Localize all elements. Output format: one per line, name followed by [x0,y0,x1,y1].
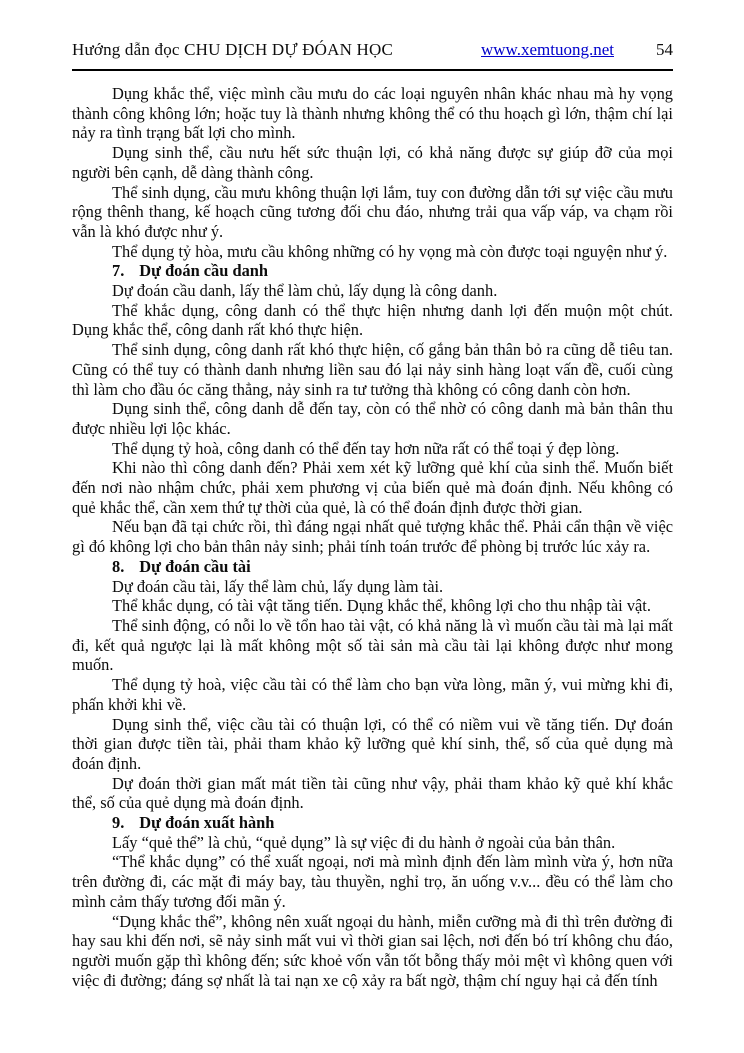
header-rule [72,69,673,71]
page-header [72,40,673,60]
header-link[interactable]: www.xemtuong.net [481,40,614,59]
paragraph: Dụng sinh thể, công danh dễ đến tay, còn có thể nhờ có công danh mà bản thân thu được nhiều lợi lộc khác. [72,399,673,438]
paragraph: Khi nào thì công danh đến? Phải xem xét kỹ lưỡng quẻ khí của sinh thể. Muốn biết đến nơi nào nhậm chức, phải xem phương vị của biến quẻ mà đoán định. Nếu không có quẻ khắc thể, cần xem thứ tự thời của quẻ, là có thể đoán định được thời gian. [72,458,673,517]
section-heading-8 [72,557,673,577]
paragraph: Thể sinh dụng, cầu mưu không thuận lợi lắm, tuy con đường dẫn tới sự việc cầu mưu rộng thênh thang, kế hoạch cũng tương đối chu đáo, nhưng trải qua vấp váp, va chạm rồi vẫn là khó được như ý. [72,182,673,241]
paragraph: Thể dụng tỷ hòa, mưu cầu không những có hy vọng mà còn được toại nguyện như ý. [112,241,668,261]
header-title: Hướng dẫn đọc CHU DỊCH DỰ ĐÓAN HỌC [72,40,394,59]
paragraph: Dụng sinh thể, việc cầu tài có thuận lợi, có thể có niềm vui về tăng tiến. Dự đoán thời gian được tiền tài, phải tham khảo kỹ lưỡng quẻ khí sinh, thể, số của quẻ dụng mà đoán định. [72,714,673,773]
section-title: Dự đoán cầu tài [139,556,251,576]
section-heading-9 [72,813,673,833]
paragraph: Dụng sinh thể, cầu nưu hết sức thuận lợi, có khả năng được sự giúp đỡ của mọi người bên cạnh, dễ dàng thành công. [72,143,673,182]
paragraph: Thể khắc dụng, công danh có thể thực hiện nhưng danh lợi đến muộn một chút. Dụng khắc thể, công danh rất khó thực hiện. [72,300,673,340]
paragraph: Dụng khắc thể, việc mình cầu mưu do các loại nguyên nhân khác nhau mà hy vọng thành công không lớn; hoặc tuy là thành nhưng không thể có thu hoạch gì lớn, thậm chí lại nảy ra tình trạng bất lợi cho mình. [72,84,673,143]
paragraph: Thể sinh động, có nỗi lo về tổn hao tài vật, có khả năng là vì muốn cầu tài mà lại mất đi, kết quả ngược lại là mất không một số tài sản mà cầu tài lại không được như mong muốn. [72,615,673,675]
section-number: 8. [112,556,125,576]
paragraph: Dự đoán thời gian mất mát tiền tài cũng như vậy, phải tham khảo kỹ quẻ khí khắc thể, số của quẻ dụng mà đoán định. [72,773,673,813]
paragraph: Thể khắc dụng, có tài vật tăng tiến. Dụng khắc thể, không lợi cho thu nhập tài vật. [112,596,651,616]
paragraph: Thể dụng tỷ hoà, việc cầu tài có thể làm cho bạn vừa lòng, mãn ý, vui mừng khi đi, phấn khởi khi về. [72,675,673,714]
document-body [72,84,673,990]
paragraph: Dự đoán cầu danh, lấy thể làm chủ, lấy dụng là công danh. [112,281,498,301]
header-right [481,40,673,60]
section-title: Dự đoán xuất hành [139,813,275,833]
section-number: 9. [112,813,125,833]
section-heading-7 [72,261,673,281]
section-number: 7. [112,261,125,281]
page-number: 54 [656,40,673,59]
paragraph: Lấy “quẻ thể” là chủ, “quẻ dụng” là sự việc đi du hành ở ngoài của bản thân. [112,832,616,852]
paragraph: “Thể khắc dụng” có thể xuất ngoại, nơi mà mình định đến làm mình vừa ý, hơn nữa trên đường đi, các mặt đi máy bay, tàu thuyền, nghỉ trọ, ăn uống v.v... đều có thể làm cho mình cảm thấy tương đối mãn ý. [72,852,673,911]
section-title: Dự đoán cầu danh [139,261,269,281]
paragraph: Thể sinh dụng, công danh rất khó thực hiện, cố gắng bản thân bỏ ra cũng dễ tiêu tan. Cũng có thể tuy có thành danh nhưng liền sau đó lại nảy sinh hàng loạt vấn đề, cuối cùng thì làm cho đầu óc căng thẳng, nảy sinh ra tư tưởng thà không có công danh còn hơn. [72,340,673,399]
paragraph: Nếu bạn đã tại chức rồi, thì đáng ngại nhất quẻ tượng khắc thể. Phải cẩn thận về việc gì đó không lợi cho bản thân nảy sinh; phải tính toán trước để phòng bị trước lúc xảy ra. [72,517,673,557]
paragraph: Dự đoán cầu tài, lấy thể làm chủ, lấy dụng làm tài. [112,576,444,596]
paragraph: Thể dụng tỷ hoà, công danh có thể đến tay hơn nữa rất có thể toại ý đẹp lòng. [112,438,620,458]
paragraph: “Dụng khắc thể”, không nên xuất ngoại du hành, miễn cưỡng mà đi thì trên đường đi hay sau khi đến nơi, sẽ nảy sinh mất vui vì thời gian sai lệch, nơi đến bó trí không chu đáo, người muốn gặp thì không đến; sức khoẻ vốn vẫn tốt bỗng thấy mỏi mệt vì không quen với việc đi đường; đáng sợ nhất là tai nạn xe cộ xảy ra bất ngờ, thậm chí nguy hại cả đến tính [72,911,673,990]
